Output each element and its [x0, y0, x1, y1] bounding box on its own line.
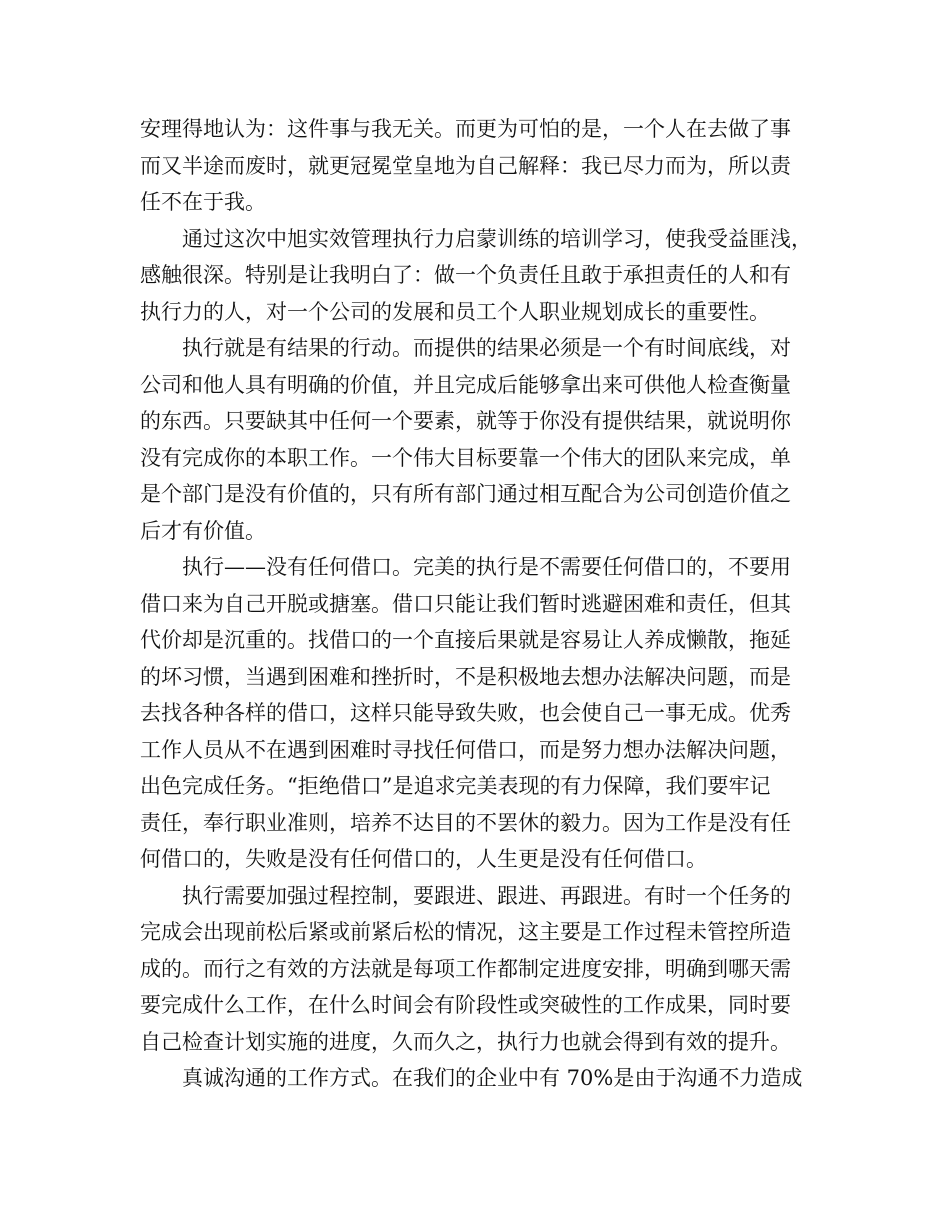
document-body: [140, 111, 812, 1097]
text-line: 自己检查计划实施的进度，久而久之，执行力也就会得到有效的提升。: [140, 1029, 791, 1054]
text-line: 工作人员从不在遇到困难时寻找任何借口，而是努力想办法解决问题，: [140, 737, 791, 762]
text-line: 没有完成你的本职工作。一个伟大目标要靠一个伟大的团队来完成，单: [140, 445, 791, 470]
paragraph-first-line: 执行就是有结果的行动。而提供的结果必须是一个有时间底线，对: [182, 336, 791, 360]
text-line: 公司和他人具有明确的价值，并且完成后能够拿出来可供他人检查衡量: [140, 372, 791, 397]
text-line: 去找各种各样的借口，这样只能导致失败，也会使自己一事无成。优秀: [140, 701, 791, 725]
text-line: 何借口的，失败是没有任何借口的，人生更是没有任何借口。: [140, 847, 707, 871]
paragraph-first-line: 真诚沟通的工作方式。在我们的企业中有 70%是由于沟通不力造成: [182, 1066, 803, 1090]
paragraph-first-line: 执行需要加强过程控制，要跟进、跟进、再跟进。有时一个任务的: [182, 883, 791, 908]
text-line: 安理得地认为：这件事与我无关。而更为可怕的是，一个人在去做了事: [140, 117, 791, 141]
paragraph-first-line: 通过这次中旭实效管理执行力启蒙训练的培训学习，使我受益匪浅，: [182, 226, 812, 251]
text-line: 执行力的人，对一个公司的发展和员工个人职业规划成长的重要性。: [140, 299, 770, 324]
text-line: 责任，奉行职业准则，培养不达目的不罢休的毅力。因为工作是没有任: [140, 810, 791, 835]
text-line: 的东西。只要缺其中任何一个要素，就等于你没有提供结果，就说明你: [140, 409, 791, 433]
text-line: 出色完成任务。“拒绝借口”是追求完美表现的有力保障，我们要牢记: [140, 774, 771, 798]
paragraph-first-line: 执行——没有任何借口。完美的执行是不需要任何借口的，不要用: [182, 555, 791, 579]
text-line: 完成会出现前松后紧或前紧后松的情况，这主要是工作过程未管控所造: [140, 920, 791, 944]
text-line: 任不在于我。: [140, 190, 266, 214]
text-line: 感触很深。特别是让我明白了：做一个负责任且敢于承担责任的人和有: [140, 263, 791, 287]
text-line: 是个部门是没有价值的，只有所有部门通过相互配合为公司创造价值之: [140, 482, 791, 506]
text-line: 代价却是沉重的。找借口的一个直接后果就是容易让人养成懒散，拖延: [140, 628, 791, 652]
text-line: 成的。而行之有效的方法就是每项工作都制定进度安排，明确到哪天需: [140, 956, 791, 981]
text-line: 后才有价值。: [140, 518, 266, 543]
text-line: 而又半途而废时，就更冠冕堂皇地为自己解释：我已尽力而为，所以责: [140, 153, 791, 178]
text-line: 的坏习惯，当遇到困难和挫折时，不是积极地去想办法解决问题，而是: [140, 664, 791, 689]
text-line: 借口来为自己开脱或搪塞。借口只能让我们暂时逃避困难和责任，但其: [140, 591, 791, 616]
text-line: 要完成什么工作，在什么时间会有阶段性或突破性的工作成果，同时要: [140, 993, 791, 1017]
